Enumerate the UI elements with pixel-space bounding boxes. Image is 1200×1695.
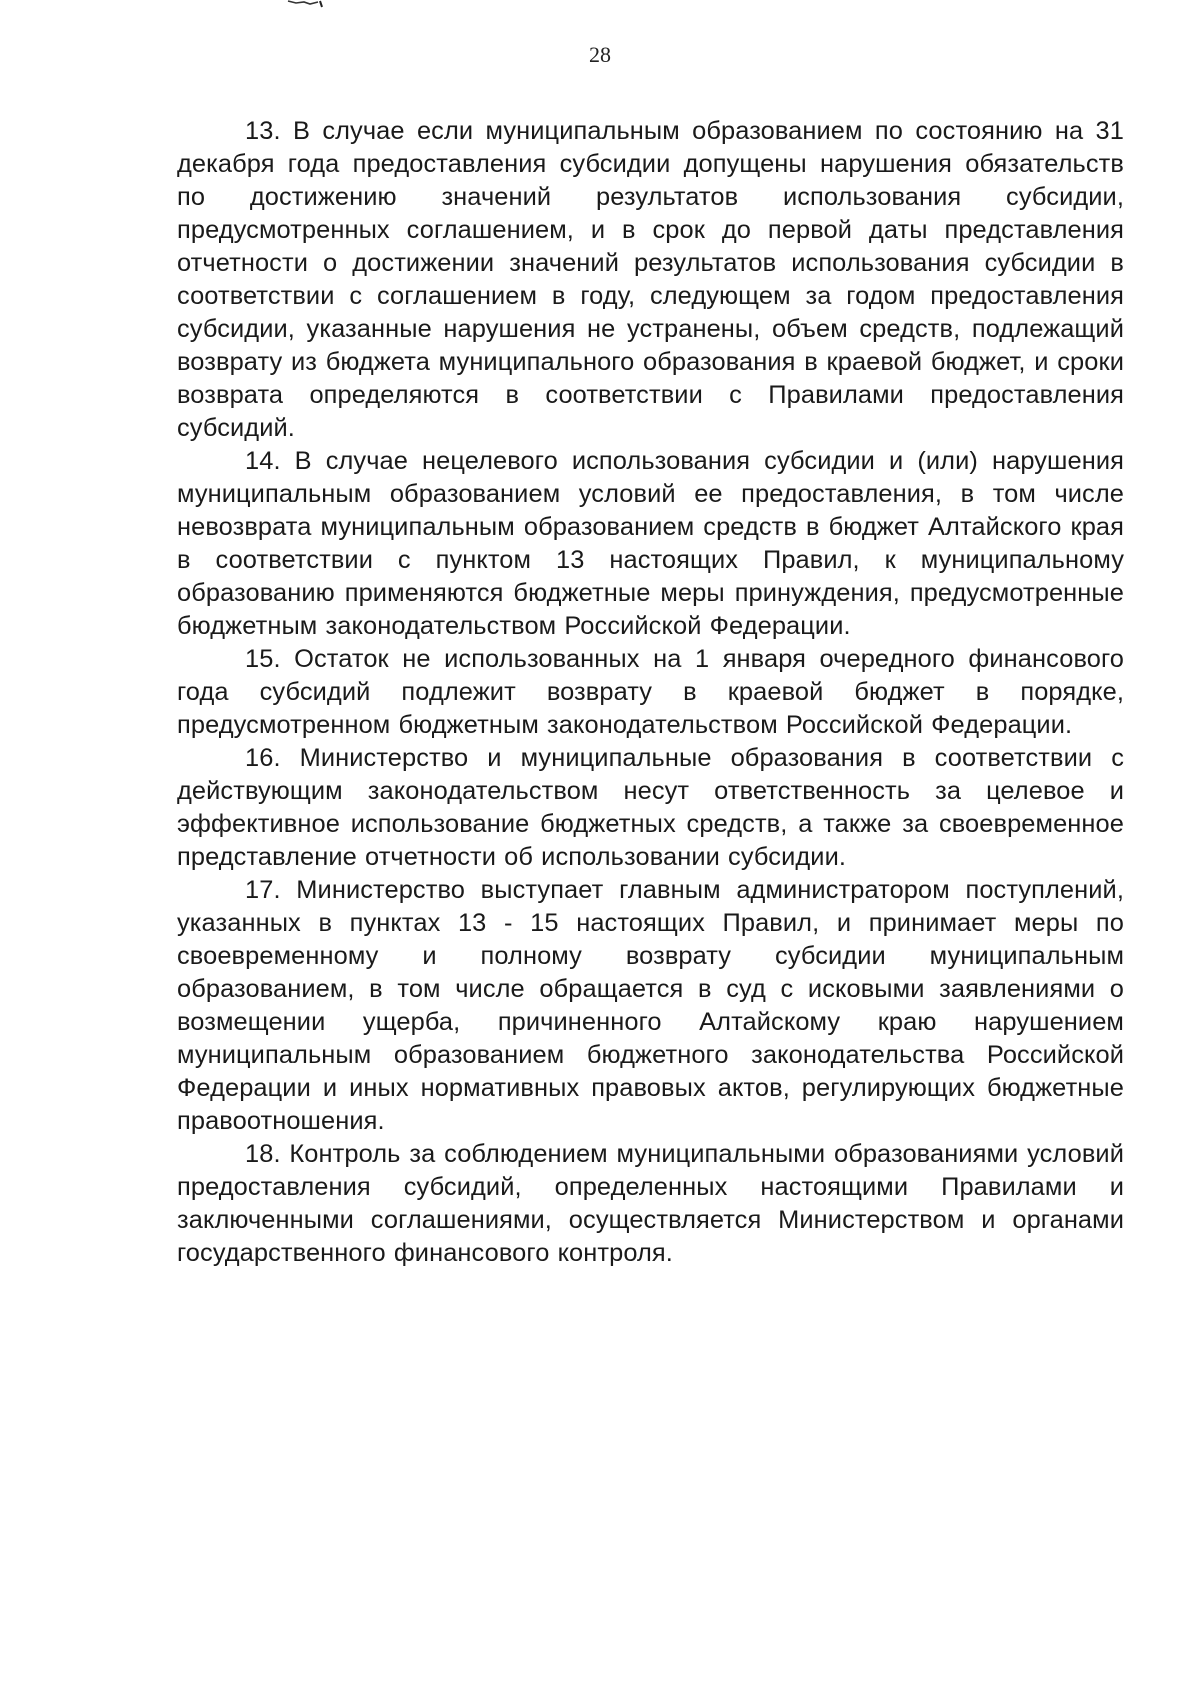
document-body [177,115,1124,1270]
page-number: 28 [589,42,611,67]
paragraph-15: 15. Остаток не использованных на 1 января очередного финансового года субсидий подлежит возврату в краевой бюджет в порядке, предусмотренном бюджетным законодательством Российской Федерации. [177,645,1124,739]
paragraph-14: 14. В случае нецелевого использования субсидии и (или) нарушения муниципальным образованием условий ее предоставления, в том числе невозврата муниципальным образованием средств в бюджет Алтайского края в соответствии с пунктом 13 настоящих Правил, к муниципальному образованию применяются бюджетные меры принуждения, предусмотренные бюджетным законодательством Российской Федерации. [177,447,1124,640]
paragraph-13: 13. В случае если муниципальным образованием по состоянию на 31 декабря года предоставления субсидии допущены нарушения обязательств по достижению значений результатов использования субсидии, предусмотренных соглашением, и в срок до первой даты представления отчетности о достижении значений результатов использования субсидии в соответствии с соглашением в году, следующем за годом предоставления субсидии, указанные нарушения не устранены, объем средств, подлежащий возврату из бюджета муниципального образования в краевой бюджет, и сроки возврата определяются в соответствии с Правилами предоставления субсидий. [177,117,1124,442]
paragraph-16: 16. Министерство и муниципальные образования в соответствии с действующим законодательством несут ответственность за целевое и эффективное использование бюджетных средств, а также за своевременное представление отчетности об использовании субсидии. [177,744,1124,871]
paragraph-18: 18. Контроль за соблюдением муниципальными образованиями условий предоставления субсидий, определенных настоящими Правилами и заключенными соглашениями, осуществляется Министерством и органами государственного финансового контроля. [177,1140,1124,1267]
paragraph-17: 17. Министерство выступает главным администратором поступлений, указанных в пунктах 13 - 15 настоящих Правил, и принимает меры по своевременному и полному возврату субсидии муниципальным образованием, в том числе обращается в суд с исковыми заявлениями о возмещении ущерба, причиненного Алтайскому краю нарушением муниципальным образованием бюджетного законодательства Российской Федерации и иных нормативных правовых актов, регулирующих бюджетные правоотношения. [177,876,1124,1135]
scan-artifact-mark [286,0,332,8]
